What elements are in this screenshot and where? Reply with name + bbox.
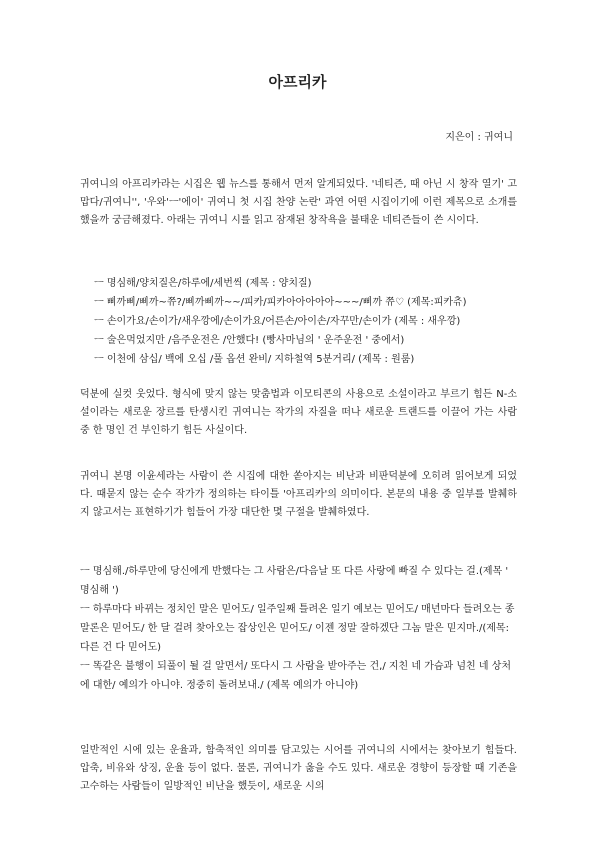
background-paragraph: 귀여니 본명 이윤세라는 사람이 쓴 시집에 대한 쏟아지는 비난과 비판덕분에 오히려 읽어보게 되었다. 때묻지 않는 순수 작가가 정의하는 타이틀 '아프리카'의 의미이다. 본문의 내용 중 일부를 발췌하지 않고서는 표현하기가 힘들어 가장 대단한 몇 구절을 발췌하였다. <box>80 471 517 518</box>
list-item: ㅡ 이천에 삼십/ 백에 오십 /풀 옵션 완비/ 지하철역 5분거리/ (제목 : 원룸) <box>94 354 415 365</box>
list-item: ㅡ 하루마다 바뀌는 정치인 말은 믿어도/ 일주일째 틀려온 일기 예보는 믿어도/ 매년마다 들려오는 종말론은 믿어도/ 한 달 걸려 찾아오는 잡상인은 믿어도/ 이젠 정말 잘하겠단 그놈 말은 믿지마./(제목: 다른 건 다 믿어도) <box>80 604 515 653</box>
critique-paragraph: 일반적인 시에 있는 운율과, 함축적인 의미를 담고있는 시어를 귀여니의 시에서는 찾아보기 힘들다. 압축, 비유와 상징, 운율 등이 없다. 물론, 귀여니가 옳을 수도 있다. 새로운 경향이 등장할 때 기존을 고수하는 사람들이 일방적인 비난을 했듯이, 새로운 시의 <box>80 745 517 792</box>
list-item: ㅡ 삐까삐/삐까~쮸?/삐까삐까~~/피카/피카아아아아아~~~/삐까 쮸♡ (제목:피카츄) <box>94 297 467 308</box>
quoted-poem-list <box>80 562 517 695</box>
author-line: 지은이 : 귀여니 <box>445 132 513 143</box>
list-item: ㅡ 술은먹었지만 /음주운전은 /안했다! (빵사마님의 ' 운주운전 ' 중에서) <box>94 335 405 346</box>
list-item: ㅡ 손이가요/손이가/새우깡에/손이가요/어른손/아이손/자꾸만/손이가 (제목 : 새우깡) <box>94 316 461 327</box>
list-item: ㅡ 똑같은 불행이 되풀이 될 걸 알면서/ 또다시 그 사람을 받아주는 건,/ 지친 네 가슴과 넘친 네 상처에 대한/ 예의가 아니야. 정중히 돌려보내./ (제목 예의가 아니야) <box>80 661 512 691</box>
list-item: ㅡ 명심해./하루만에 당신에게 반했다는 그 사람은/다음날 또 다른 사랑에 빠질 수 있다는 걸.(제목 ' 명심해 ') <box>80 566 509 596</box>
reaction-paragraph: 덕분에 실컷 웃었다. 형식에 맞지 않는 맞춤법과 이모티콘의 사용으로 소설이라고 부르기 힘든 N-소설이라는 새로운 장르를 탄생시킨 귀여니는 작가의 자질을 떠나 새로운 트랜드를 이끌어 가는 사람 중 한 명인 건 부인하기 힘든 사실이다. <box>80 389 517 436</box>
netizen-poem-list <box>80 274 517 369</box>
list-item: ㅡ 명심해/양치질은/하루에/세번씩 (제목 : 양치질) <box>94 278 312 289</box>
document-title: 아프리카 <box>268 73 327 91</box>
intro-paragraph: 귀여니의 아프리카라는 시집은 웹 뉴스를 통해서 먼저 알게되었다. '네티즌, 때 아닌 시 창작 열기' 고맙다/귀여니'', '우와'ㅡ'에이' 귀여니 첫 시집 찬양 논란' 과연 어떤 시집이기에 이런 제목으로 소개를 했을까 궁금해졌다. 아래는 귀여니 시를 읽고 잠재된 창작욕을 불태운 네티즌들이 쓴 시이다. <box>80 179 517 226</box>
